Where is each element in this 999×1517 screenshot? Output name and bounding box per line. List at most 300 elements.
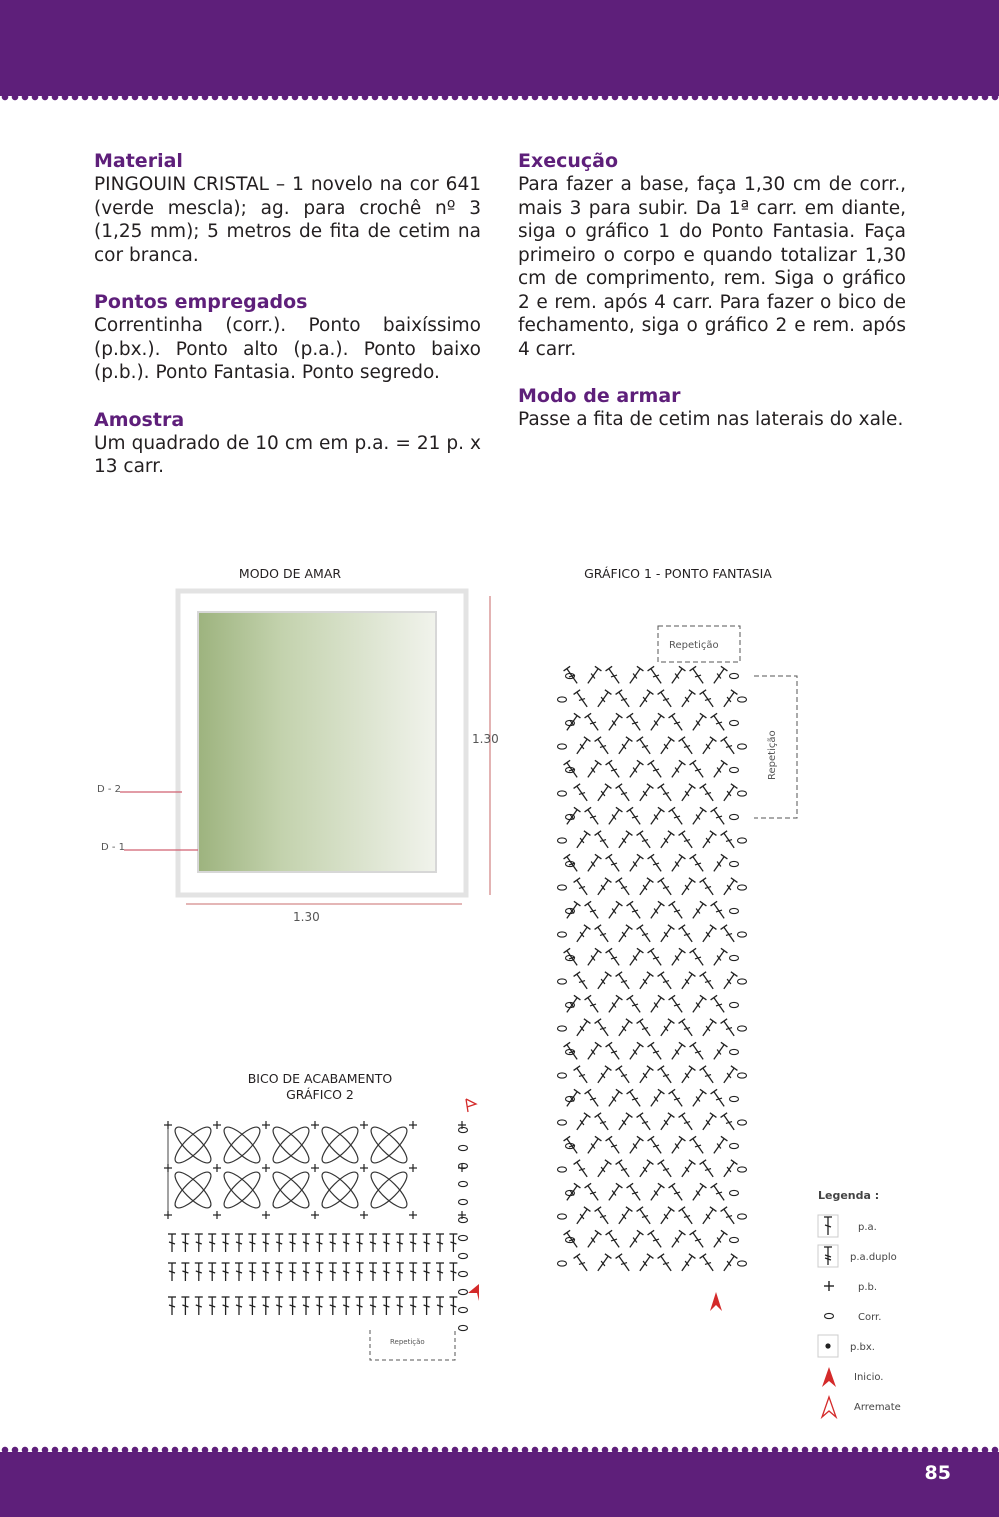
chain-mark — [730, 1096, 739, 1101]
stitch-mark — [595, 878, 612, 897]
stitch-mark — [302, 1297, 310, 1315]
stitch-mark — [616, 737, 633, 756]
stitch-mark — [721, 1207, 738, 1226]
stitch-mark — [627, 1089, 644, 1108]
stitch-mark — [637, 1160, 654, 1179]
chain-mark — [738, 697, 747, 702]
modo-heading: Modo de armar — [518, 385, 681, 407]
leaf-motif — [219, 1122, 264, 1167]
stitch-mark — [208, 1263, 216, 1281]
amostra-text: Um quadrado de 10 cm em p.a. = 21 p. x 13 carr. — [94, 432, 481, 477]
leaf-motif — [366, 1167, 411, 1212]
finish-arrow-icon — [822, 1397, 836, 1417]
stitch-mark — [627, 760, 644, 779]
chain-mark — [558, 1261, 567, 1266]
stitch-mark — [595, 925, 612, 944]
stitch-mark — [235, 1234, 243, 1252]
legend-item-pbx — [818, 1335, 875, 1357]
grafico2-caption-line1: BICO DE ACABAMENTO — [247, 1071, 393, 1086]
stitch-mark — [595, 1207, 612, 1226]
stitch-mark — [396, 1263, 404, 1281]
chain-mark — [558, 1120, 567, 1125]
stitch-mark — [669, 1042, 686, 1061]
stitch-mark — [595, 1066, 612, 1085]
stitch-mark — [616, 925, 633, 944]
stitch-mark — [423, 1234, 431, 1252]
stitch-mark — [711, 807, 728, 826]
stitch-mark — [711, 1089, 728, 1108]
stitch-mark — [574, 1160, 591, 1179]
chain-mark — [738, 1261, 747, 1266]
stitch-mark — [721, 972, 738, 991]
stitch-mark — [700, 1160, 717, 1179]
stitch-mark — [595, 690, 612, 709]
stitch-mark — [585, 1089, 602, 1108]
stitch-mark — [658, 1207, 675, 1226]
stitch-mark — [648, 1183, 665, 1202]
leaf-motif — [268, 1167, 313, 1212]
stitch-mark — [329, 1297, 337, 1315]
stitch-mark — [679, 1207, 696, 1226]
stitch-mark — [627, 1136, 644, 1155]
leaf-motif — [219, 1122, 264, 1167]
leaf-motif — [317, 1122, 362, 1167]
chain-mark — [459, 1145, 468, 1150]
stitch-mark — [679, 831, 696, 850]
stitch-mark — [585, 760, 602, 779]
finish-marker-icon — [466, 1099, 476, 1112]
stitch-mark — [669, 1089, 686, 1108]
stitch-mark — [606, 901, 623, 920]
chain-mark — [738, 885, 747, 890]
stitch-mark — [585, 948, 602, 967]
stitch-mark — [436, 1234, 444, 1252]
stitch-mark — [262, 1234, 270, 1252]
stitch-mark — [315, 1263, 323, 1281]
stitch-mark — [669, 1230, 686, 1249]
grafico1-caption: GRÁFICO 1 - PONTO FANTASIA — [584, 566, 772, 581]
stitch-mark — [669, 995, 686, 1014]
stitch-mark — [658, 737, 675, 756]
stitch-mark — [700, 1254, 717, 1273]
stitch-mark — [637, 878, 654, 897]
stitch-mark — [595, 1160, 612, 1179]
stitch-mark — [606, 666, 623, 685]
leaf-motif — [366, 1122, 411, 1167]
pontos-text: Correntinha (corr.). Ponto baixíssimo (p.bx.). Ponto alto (p.a.). Ponto baixo (p.b.). Ponto Fantasia. Ponto segredo. — [94, 315, 481, 383]
stitch-mark — [302, 1263, 310, 1281]
stitch-mark — [711, 760, 728, 779]
stitch-mark — [168, 1297, 176, 1315]
stitch-mark — [690, 948, 707, 967]
stitch-mark — [564, 666, 581, 685]
chain-mark — [459, 1235, 468, 1240]
stitch-mark — [382, 1263, 390, 1281]
stitch-mark — [679, 1254, 696, 1273]
chain-mark — [558, 791, 567, 796]
stitch-mark — [606, 1183, 623, 1202]
modo-caption: MODO DE AMAR — [238, 566, 342, 581]
execucao-heading: Execução — [518, 150, 619, 172]
chain-mark — [558, 1214, 567, 1219]
leaf-motif — [366, 1167, 411, 1212]
leaf-motif — [170, 1122, 215, 1167]
stitch-mark — [449, 1263, 457, 1281]
stitch-mark — [564, 1042, 581, 1061]
stitch-mark — [409, 1297, 417, 1315]
stitch-mark — [449, 1297, 457, 1315]
stitch-mark — [369, 1263, 377, 1281]
stitch-mark — [356, 1234, 364, 1252]
chain-mark — [730, 908, 739, 913]
stitch-mark — [235, 1263, 243, 1281]
chain-mark — [459, 1181, 468, 1186]
stitch-mark — [436, 1297, 444, 1315]
stitch-mark — [637, 972, 654, 991]
stitch-mark — [658, 1019, 675, 1038]
stitch-mark — [658, 1113, 675, 1132]
stitch-mark — [690, 1230, 707, 1249]
stitch-mark — [222, 1263, 230, 1281]
material-heading: Material — [94, 150, 183, 172]
stitch-mark — [409, 1234, 417, 1252]
stitch-mark — [585, 807, 602, 826]
stitch-mark — [627, 1183, 644, 1202]
stitch-mark — [721, 1066, 738, 1085]
stitch-mark — [669, 901, 686, 920]
stitch-mark — [564, 713, 581, 732]
stitch-mark — [248, 1263, 256, 1281]
single-crochet-icon — [824, 1281, 834, 1291]
legend-item-pa-duplo — [818, 1245, 897, 1267]
stitch-mark — [606, 713, 623, 732]
stitch-mark — [289, 1263, 297, 1281]
stitch-mark — [275, 1297, 283, 1315]
stitch-mark — [690, 901, 707, 920]
stitch-mark — [700, 878, 717, 897]
stitch-mark — [342, 1234, 350, 1252]
stitch-mark — [627, 854, 644, 873]
stitch-mark — [564, 1089, 581, 1108]
pontos-heading: Pontos empregados — [94, 291, 308, 313]
stitch-mark — [658, 878, 675, 897]
stitch-mark — [637, 925, 654, 944]
chain-mark — [558, 885, 567, 890]
stitch-mark — [222, 1297, 230, 1315]
leaf-motif — [170, 1167, 215, 1212]
chain-mark — [459, 1253, 468, 1258]
stitch-mark — [669, 807, 686, 826]
stitch-mark — [616, 1113, 633, 1132]
legend-label-inicio: Inicio. — [854, 1372, 884, 1383]
chain-mark — [459, 1199, 468, 1204]
stitch-mark — [627, 1230, 644, 1249]
stitch-mark — [637, 1113, 654, 1132]
stitch-mark — [679, 690, 696, 709]
stitch-mark — [606, 995, 623, 1014]
stitch-mark — [595, 831, 612, 850]
start-arrow-icon — [822, 1367, 836, 1387]
d2-label: D - 2 — [97, 784, 122, 795]
chain-mark — [730, 861, 739, 866]
dim-bottom-label: 1.30 — [293, 910, 320, 924]
chain-mark — [738, 1214, 747, 1219]
stitch-mark — [382, 1234, 390, 1252]
amostra-heading: Amostra — [94, 408, 185, 431]
stitch-mark — [637, 1254, 654, 1273]
chain-mark — [738, 1120, 747, 1125]
stitch-mark — [342, 1263, 350, 1281]
stitch-mark — [721, 878, 738, 897]
stitch-mark — [700, 1066, 717, 1085]
stitch-mark — [627, 901, 644, 920]
chain-mark — [459, 1271, 468, 1276]
stitch-mark — [195, 1234, 203, 1252]
chain-icon — [825, 1313, 834, 1318]
stitch-mark — [302, 1234, 310, 1252]
stitch-mark — [648, 995, 665, 1014]
stitch-mark — [574, 1019, 591, 1038]
stitch-mark — [679, 1066, 696, 1085]
stitch-mark — [195, 1297, 203, 1315]
stitch-mark — [168, 1234, 176, 1252]
stitch-mark — [721, 831, 738, 850]
stitch-mark — [585, 713, 602, 732]
stitch-mark — [648, 1042, 665, 1061]
stitch-mark — [637, 1019, 654, 1038]
stitch-mark — [356, 1297, 364, 1315]
chain-mark — [738, 979, 747, 984]
stitch-mark — [606, 760, 623, 779]
stitch-mark — [616, 1160, 633, 1179]
stitch-mark — [669, 760, 686, 779]
chain-mark — [730, 1143, 739, 1148]
stitch-mark — [168, 1263, 176, 1281]
stitch-mark — [181, 1234, 189, 1252]
stitch-mark — [574, 1113, 591, 1132]
stitch-mark — [235, 1297, 243, 1315]
stitch-mark — [574, 690, 591, 709]
chain-mark — [459, 1127, 468, 1132]
stitch-mark — [637, 784, 654, 803]
stitch-mark — [700, 784, 717, 803]
stitch-mark — [637, 1066, 654, 1085]
stitch-mark — [658, 972, 675, 991]
stitch-mark — [637, 690, 654, 709]
stitch-mark — [616, 1066, 633, 1085]
stitch-mark — [423, 1297, 431, 1315]
stitch-mark — [690, 854, 707, 873]
stitch-mark — [409, 1263, 417, 1281]
stitch-mark — [679, 1019, 696, 1038]
legend-item-arremate — [822, 1397, 901, 1417]
leaf-motif — [170, 1167, 215, 1212]
stitch-mark — [595, 737, 612, 756]
stitch-mark — [181, 1297, 189, 1315]
stitch-mark — [658, 1160, 675, 1179]
chain-mark — [730, 1237, 739, 1242]
stitch-mark — [711, 1042, 728, 1061]
leaf-motif — [268, 1122, 313, 1167]
stitch-mark — [585, 666, 602, 685]
stitch-mark — [616, 784, 633, 803]
stitch-mark — [721, 925, 738, 944]
modo-text: Passe a fita de cetim nas laterais do xale. — [518, 409, 904, 430]
stitch-mark — [595, 1019, 612, 1038]
stitch-mark — [627, 713, 644, 732]
start-marker-icon — [710, 1292, 722, 1311]
leaf-motif — [170, 1122, 215, 1167]
stitch-mark — [711, 995, 728, 1014]
stitch-mark — [606, 1089, 623, 1108]
stitch-mark — [396, 1297, 404, 1315]
stitch-mark — [648, 1136, 665, 1155]
stitch-mark — [700, 737, 717, 756]
stitch-mark — [658, 831, 675, 850]
grafico2-diagram — [164, 1099, 479, 1360]
legend-item-pb — [824, 1281, 877, 1293]
legend-item-corr — [825, 1312, 882, 1323]
leaf-motif — [317, 1167, 362, 1212]
stitch-mark — [616, 831, 633, 850]
shawl-fabric — [198, 612, 436, 872]
dim-right-label: 1.30 — [472, 732, 499, 746]
stitch-mark — [627, 666, 644, 685]
stitch-mark — [574, 1207, 591, 1226]
treble-crochet-icon — [818, 1245, 838, 1267]
stitch-mark — [289, 1234, 297, 1252]
stitch-mark — [564, 995, 581, 1014]
repeat-label: Repetição — [390, 1338, 425, 1346]
chain-mark — [730, 673, 739, 678]
legend-title: Legenda : — [818, 1189, 880, 1202]
stitch-mark — [356, 1263, 364, 1281]
stitch-mark — [721, 1254, 738, 1273]
legend-label-pb: p.b. — [858, 1282, 878, 1293]
stitch-mark — [574, 1254, 591, 1273]
chain-mark — [558, 1167, 567, 1172]
stitch-mark — [369, 1234, 377, 1252]
stitch-mark — [627, 948, 644, 967]
stitch-mark — [711, 666, 728, 685]
stitch-mark — [648, 807, 665, 826]
chain-mark — [730, 955, 739, 960]
chain-mark — [730, 720, 739, 725]
stitch-mark — [711, 1183, 728, 1202]
slip-stitch-icon — [818, 1335, 838, 1357]
stitch-mark — [721, 690, 738, 709]
chain-mark — [738, 1073, 747, 1078]
stitch-mark — [627, 1042, 644, 1061]
chain-mark — [459, 1307, 468, 1312]
stitch-mark — [574, 737, 591, 756]
stitch-mark — [585, 1183, 602, 1202]
stitch-mark — [248, 1234, 256, 1252]
stitch-mark — [669, 1183, 686, 1202]
chain-mark — [459, 1289, 468, 1294]
leaf-motif — [268, 1122, 313, 1167]
stitch-mark — [658, 925, 675, 944]
page-number: 85 — [924, 1462, 951, 1484]
stitch-mark — [721, 1160, 738, 1179]
stitch-mark — [700, 690, 717, 709]
stitch-mark — [700, 1113, 717, 1132]
stitch-mark — [700, 831, 717, 850]
stitch-mark — [648, 1230, 665, 1249]
stitch-mark — [679, 1113, 696, 1132]
stitch-mark — [648, 1089, 665, 1108]
chain-mark — [730, 814, 739, 819]
leaf-motif — [366, 1122, 411, 1167]
stitch-mark — [679, 925, 696, 944]
stitch-mark — [574, 831, 591, 850]
stitch-mark — [648, 713, 665, 732]
stitch-mark — [648, 760, 665, 779]
stitch-mark — [222, 1234, 230, 1252]
stitch-mark — [721, 737, 738, 756]
stitch-mark — [248, 1297, 256, 1315]
chain-mark — [738, 1026, 747, 1031]
stitch-mark — [648, 901, 665, 920]
stitch-mark — [564, 1136, 581, 1155]
stitch-mark — [595, 972, 612, 991]
stitch-mark — [616, 1207, 633, 1226]
stitch-mark — [669, 1136, 686, 1155]
stitch-mark — [690, 1089, 707, 1108]
stitch-mark — [574, 925, 591, 944]
stitch-mark — [564, 1183, 581, 1202]
stitch-mark — [700, 1019, 717, 1038]
stitch-mark — [627, 807, 644, 826]
stitch-mark — [606, 854, 623, 873]
stitch-mark — [637, 737, 654, 756]
stitch-mark — [262, 1263, 270, 1281]
stitch-mark — [679, 737, 696, 756]
stitch-mark — [616, 1254, 633, 1273]
double-crochet-icon — [818, 1215, 838, 1237]
stitch-mark — [574, 784, 591, 803]
legend-label-pa: p.a. — [858, 1222, 877, 1233]
stitch-mark — [658, 690, 675, 709]
chain-mark — [558, 838, 567, 843]
leaf-motif — [268, 1167, 313, 1212]
stitch-mark — [208, 1234, 216, 1252]
stitch-mark — [711, 713, 728, 732]
stitch-mark — [574, 878, 591, 897]
stitch-mark — [564, 807, 581, 826]
stitch-mark — [315, 1297, 323, 1315]
stitch-mark — [669, 713, 686, 732]
leaf-motif — [219, 1167, 264, 1212]
footer-band — [0, 1452, 999, 1517]
stitch-mark — [595, 1254, 612, 1273]
legend-label-corr: Corr. — [858, 1312, 882, 1323]
stitch-mark — [627, 995, 644, 1014]
legend — [818, 1189, 901, 1417]
chain-mark — [558, 932, 567, 937]
material-text: PINGOUIN CRISTAL – 1 novelo na cor 641 (verde mescla); ag. para crochê nº 3 (1,25 mm); 5 metros de fita de cetim na cor branca. — [94, 174, 481, 266]
stitch-mark — [690, 713, 707, 732]
stitch-mark — [679, 878, 696, 897]
stitch-mark — [711, 854, 728, 873]
stitch-mark — [564, 760, 581, 779]
stitch-mark — [637, 831, 654, 850]
stitch-mark — [585, 901, 602, 920]
stitch-mark — [423, 1263, 431, 1281]
stitch-mark — [585, 1230, 602, 1249]
leaf-motif — [219, 1167, 264, 1212]
stitch-mark — [690, 807, 707, 826]
